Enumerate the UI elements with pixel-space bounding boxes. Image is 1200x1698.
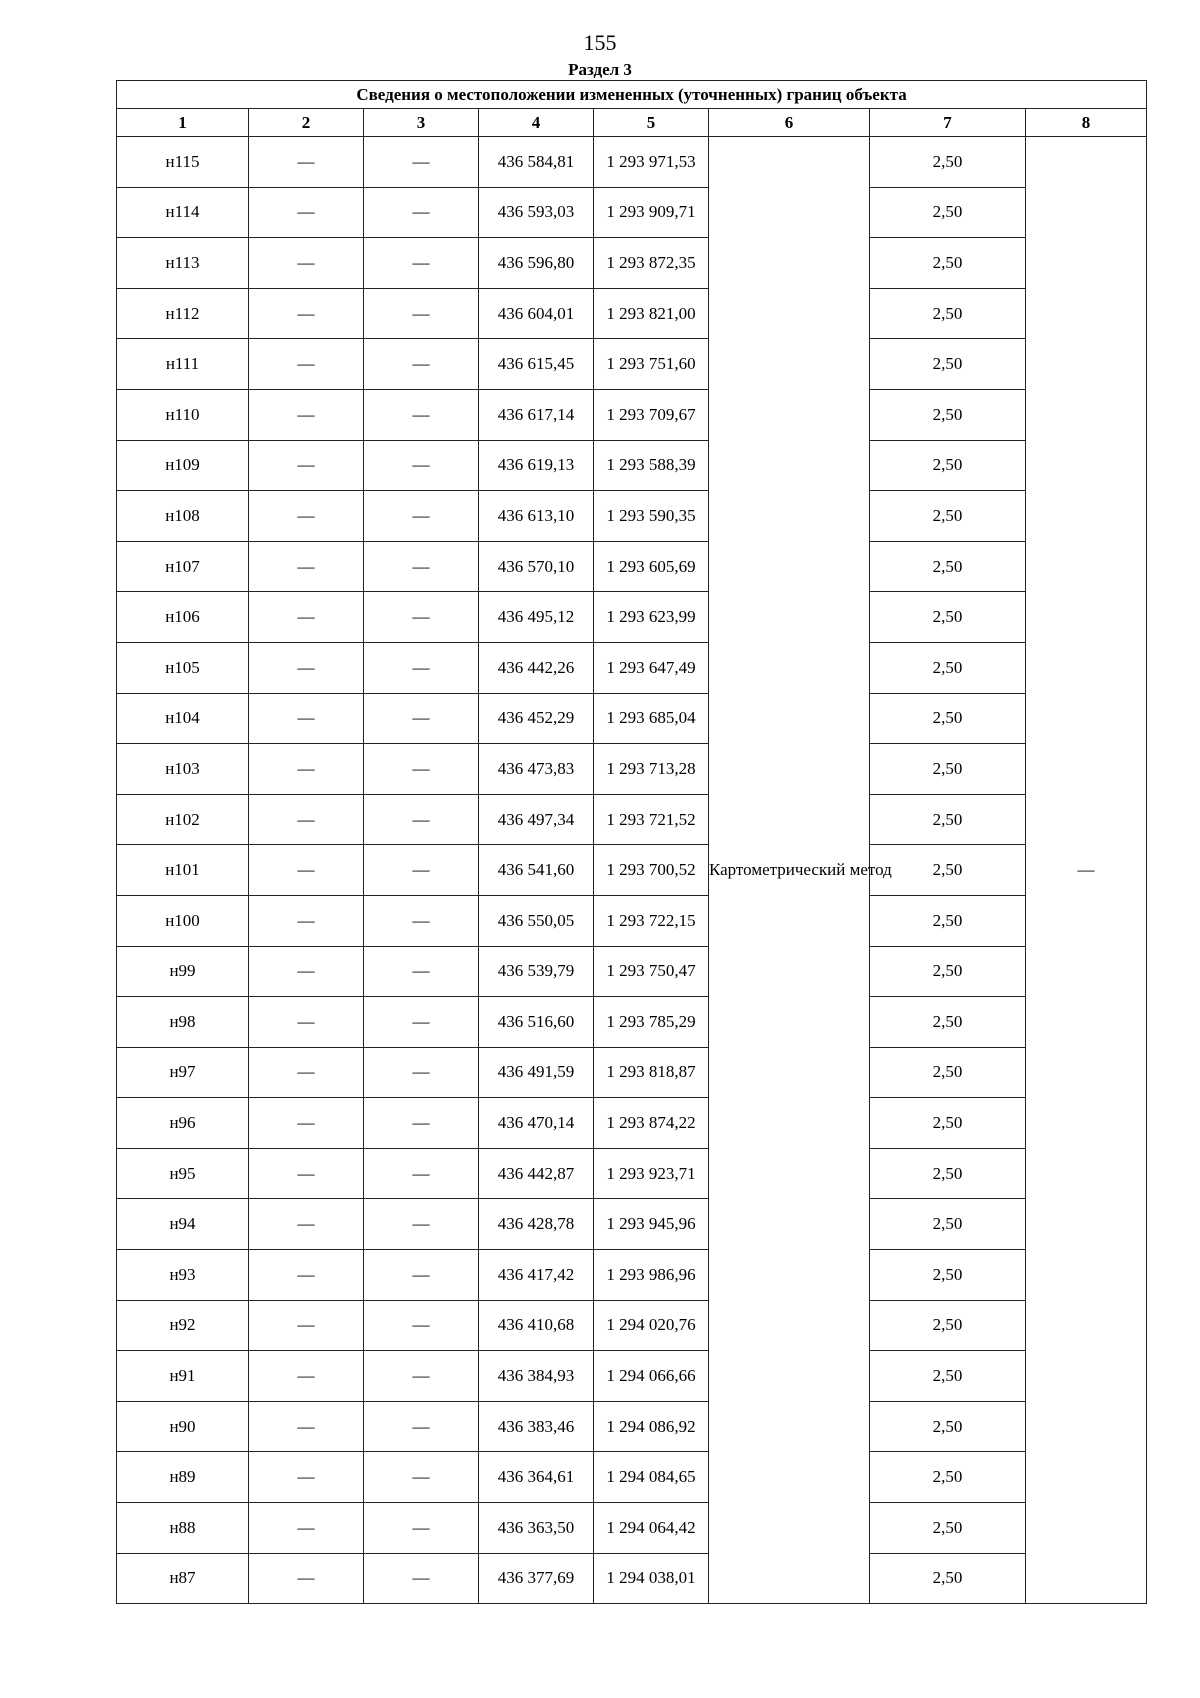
table-row	[117, 491, 1147, 542]
table-row	[117, 1503, 1147, 1554]
col2-cell: —	[249, 1452, 364, 1503]
accuracy-cell: 2,50	[870, 288, 1026, 339]
coordinate-y-cell: 1 293 623,99	[594, 592, 709, 643]
col2-cell: —	[249, 997, 364, 1048]
col3-cell: —	[364, 997, 479, 1048]
point-name-cell: н98	[117, 997, 249, 1048]
point-name-cell: н97	[117, 1047, 249, 1098]
point-name-cell: н109	[117, 440, 249, 491]
col3-cell: —	[364, 389, 479, 440]
coordinate-y-cell: 1 293 721,52	[594, 794, 709, 845]
coordinate-x-cell: 436 604,01	[479, 288, 594, 339]
column-number-4: 4	[479, 109, 594, 137]
coordinate-x-cell: 436 383,46	[479, 1401, 594, 1452]
point-name-cell: н110	[117, 389, 249, 440]
coordinate-x-cell: 436 593,03	[479, 187, 594, 238]
table-row	[117, 1452, 1147, 1503]
col2-cell: —	[249, 238, 364, 289]
coordinate-y-cell: 1 293 785,29	[594, 997, 709, 1048]
col2-cell: —	[249, 389, 364, 440]
col2-cell: —	[249, 845, 364, 896]
coordinate-x-cell: 436 541,60	[479, 845, 594, 896]
accuracy-cell: 2,50	[870, 1250, 1026, 1301]
coordinate-x-cell: 436 491,59	[479, 1047, 594, 1098]
coordinate-x-cell: 436 495,12	[479, 592, 594, 643]
col2-cell: —	[249, 1098, 364, 1149]
point-name-cell: н113	[117, 238, 249, 289]
col2-cell: —	[249, 339, 364, 390]
accuracy-cell: 2,50	[870, 137, 1026, 188]
column-number-3: 3	[364, 109, 479, 137]
coordinate-x-cell: 436 417,42	[479, 1250, 594, 1301]
section-title: Раздел 3	[568, 60, 632, 79]
table-row	[117, 1401, 1147, 1452]
col2-cell: —	[249, 1553, 364, 1604]
coordinate-x-cell: 436 615,45	[479, 339, 594, 390]
col3-cell: —	[364, 491, 479, 542]
accuracy-cell: 2,50	[870, 187, 1026, 238]
table-row	[117, 1199, 1147, 1250]
column-number-1: 1	[117, 109, 249, 137]
coordinate-y-cell: 1 293 821,00	[594, 288, 709, 339]
point-name-cell: н104	[117, 693, 249, 744]
col3-cell: —	[364, 187, 479, 238]
col3-cell: —	[364, 1300, 479, 1351]
coordinate-y-cell: 1 294 020,76	[594, 1300, 709, 1351]
table-row	[117, 1148, 1147, 1199]
table-row	[117, 895, 1147, 946]
coordinate-x-cell: 436 473,83	[479, 744, 594, 795]
table-row	[117, 1098, 1147, 1149]
accuracy-cell: 2,50	[870, 845, 1026, 896]
col2-cell: —	[249, 1503, 364, 1554]
column-number-8: 8	[1026, 109, 1147, 137]
accuracy-cell: 2,50	[870, 1300, 1026, 1351]
accuracy-cell: 2,50	[870, 1351, 1026, 1402]
coordinate-y-cell: 1 293 588,39	[594, 440, 709, 491]
coordinate-y-cell: 1 293 818,87	[594, 1047, 709, 1098]
col2-cell: —	[249, 1199, 364, 1250]
coordinate-y-cell: 1 293 923,71	[594, 1148, 709, 1199]
point-name-cell: н93	[117, 1250, 249, 1301]
table-row	[117, 137, 1147, 188]
accuracy-cell: 2,50	[870, 1401, 1026, 1452]
col3-cell: —	[364, 288, 479, 339]
coordinate-x-cell: 436 570,10	[479, 541, 594, 592]
col2-cell: —	[249, 744, 364, 795]
col3-cell: —	[364, 1351, 479, 1402]
point-name-cell: н102	[117, 794, 249, 845]
method-cell: Картометрический метод	[709, 137, 870, 1604]
coordinate-y-cell: 1 293 722,15	[594, 895, 709, 946]
table-row	[117, 1351, 1147, 1402]
coordinate-y-cell: 1 293 647,49	[594, 642, 709, 693]
table-row	[117, 845, 1147, 896]
col3-cell: —	[364, 1452, 479, 1503]
point-name-cell: н107	[117, 541, 249, 592]
point-name-cell: н101	[117, 845, 249, 896]
col2-cell: —	[249, 137, 364, 188]
point-name-cell: н91	[117, 1351, 249, 1402]
coordinate-x-cell: 436 617,14	[479, 389, 594, 440]
accuracy-cell: 2,50	[870, 339, 1026, 390]
table-row	[117, 1553, 1147, 1604]
col2-cell: —	[249, 1351, 364, 1402]
table-row	[117, 440, 1147, 491]
table-row	[117, 288, 1147, 339]
table-row	[117, 187, 1147, 238]
coordinate-y-cell: 1 293 874,22	[594, 1098, 709, 1149]
accuracy-cell: 2,50	[870, 1503, 1026, 1554]
col2-cell: —	[249, 693, 364, 744]
accuracy-cell: 2,50	[870, 389, 1026, 440]
column-number-5: 5	[594, 109, 709, 137]
accuracy-cell: 2,50	[870, 744, 1026, 795]
accuracy-cell: 2,50	[870, 1199, 1026, 1250]
col3-cell: —	[364, 895, 479, 946]
col3-cell: —	[364, 693, 479, 744]
col3-cell: —	[364, 592, 479, 643]
table-row	[117, 238, 1147, 289]
col2-cell: —	[249, 440, 364, 491]
col3-cell: —	[364, 1401, 479, 1452]
table-row	[117, 389, 1147, 440]
coordinate-y-cell: 1 293 945,96	[594, 1199, 709, 1250]
accuracy-cell: 2,50	[870, 1452, 1026, 1503]
point-name-cell: н115	[117, 137, 249, 188]
col3-cell: —	[364, 1199, 479, 1250]
page-number: 155	[583, 30, 617, 55]
coordinate-y-cell: 1 294 064,42	[594, 1503, 709, 1554]
col2-cell: —	[249, 1047, 364, 1098]
coordinate-x-cell: 436 377,69	[479, 1553, 594, 1604]
accuracy-cell: 2,50	[870, 541, 1026, 592]
coordinate-x-cell: 436 619,13	[479, 440, 594, 491]
point-name-cell: н95	[117, 1148, 249, 1199]
coordinate-y-cell: 1 293 713,28	[594, 744, 709, 795]
column-number-2: 2	[249, 109, 364, 137]
coordinate-x-cell: 436 428,78	[479, 1199, 594, 1250]
point-name-cell: н112	[117, 288, 249, 339]
point-name-cell: н106	[117, 592, 249, 643]
coordinate-x-cell: 436 613,10	[479, 491, 594, 542]
accuracy-cell: 2,50	[870, 491, 1026, 542]
col2-cell: —	[249, 187, 364, 238]
coordinate-y-cell: 1 293 590,35	[594, 491, 709, 542]
coordinate-y-cell: 1 293 685,04	[594, 693, 709, 744]
coordinate-y-cell: 1 293 909,71	[594, 187, 709, 238]
col3-cell: —	[364, 1098, 479, 1149]
point-name-cell: н105	[117, 642, 249, 693]
table-row	[117, 946, 1147, 997]
table-row	[117, 794, 1147, 845]
coordinate-x-cell: 436 384,93	[479, 1351, 594, 1402]
coordinate-x-cell: 436 584,81	[479, 137, 594, 188]
coordinate-x-cell: 436 364,61	[479, 1452, 594, 1503]
coordinate-x-cell: 436 539,79	[479, 946, 594, 997]
coordinate-y-cell: 1 293 750,47	[594, 946, 709, 997]
col3-cell: —	[364, 440, 479, 491]
accuracy-cell: 2,50	[870, 642, 1026, 693]
col2-cell: —	[249, 491, 364, 542]
coordinate-y-cell: 1 293 986,96	[594, 1250, 709, 1301]
table-row	[117, 1047, 1147, 1098]
accuracy-cell: 2,50	[870, 895, 1026, 946]
point-name-cell: н89	[117, 1452, 249, 1503]
accuracy-cell: 2,50	[870, 238, 1026, 289]
point-name-cell: н103	[117, 744, 249, 795]
accuracy-cell: 2,50	[870, 997, 1026, 1048]
coordinate-y-cell: 1 293 605,69	[594, 541, 709, 592]
coordinate-x-cell: 436 452,29	[479, 693, 594, 744]
col2-cell: —	[249, 895, 364, 946]
accuracy-cell: 2,50	[870, 946, 1026, 997]
point-name-cell: н96	[117, 1098, 249, 1149]
point-name-cell: н90	[117, 1401, 249, 1452]
accuracy-cell: 2,50	[870, 794, 1026, 845]
col3-cell: —	[364, 238, 479, 289]
column-number-7: 7	[870, 109, 1026, 137]
col2-cell: —	[249, 946, 364, 997]
coordinate-x-cell: 436 497,34	[479, 794, 594, 845]
col2-cell: —	[249, 1401, 364, 1452]
table-row	[117, 1300, 1147, 1351]
col3-cell: —	[364, 946, 479, 997]
table-caption: Сведения о местоположении измененных (уточненных) границ объекта	[117, 81, 1147, 109]
table-row	[117, 693, 1147, 744]
table-row	[117, 339, 1147, 390]
accuracy-cell: 2,50	[870, 1098, 1026, 1149]
col2-cell: —	[249, 642, 364, 693]
accuracy-cell: 2,50	[870, 693, 1026, 744]
coordinate-y-cell: 1 293 700,52	[594, 845, 709, 896]
accuracy-cell: 2,50	[870, 1148, 1026, 1199]
col3-cell: —	[364, 845, 479, 896]
point-name-cell: н100	[117, 895, 249, 946]
col3-cell: —	[364, 541, 479, 592]
col3-cell: —	[364, 137, 479, 188]
coordinate-x-cell: 436 442,26	[479, 642, 594, 693]
coordinate-y-cell: 1 294 038,01	[594, 1553, 709, 1604]
col3-cell: —	[364, 1503, 479, 1554]
coordinate-y-cell: 1 293 751,60	[594, 339, 709, 390]
table-row	[117, 642, 1147, 693]
accuracy-cell: 2,50	[870, 1553, 1026, 1604]
col3-cell: —	[364, 1047, 479, 1098]
coordinate-x-cell: 436 550,05	[479, 895, 594, 946]
point-name-cell: н108	[117, 491, 249, 542]
col2-cell: —	[249, 1300, 364, 1351]
table-row	[117, 997, 1147, 1048]
col3-cell: —	[364, 1250, 479, 1301]
coordinate-y-cell: 1 294 086,92	[594, 1401, 709, 1452]
col2-cell: —	[249, 541, 364, 592]
col2-cell: —	[249, 1250, 364, 1301]
coordinate-x-cell: 436 442,87	[479, 1148, 594, 1199]
point-name-cell: н99	[117, 946, 249, 997]
coordinate-x-cell: 436 410,68	[479, 1300, 594, 1351]
col3-cell: —	[364, 339, 479, 390]
coordinate-y-cell: 1 293 872,35	[594, 238, 709, 289]
coordinate-y-cell: 1 294 084,65	[594, 1452, 709, 1503]
col3-cell: —	[364, 1148, 479, 1199]
coordinate-y-cell: 1 294 066,66	[594, 1351, 709, 1402]
col2-cell: —	[249, 592, 364, 643]
point-name-cell: н92	[117, 1300, 249, 1351]
coordinate-y-cell: 1 293 709,67	[594, 389, 709, 440]
point-name-cell: н114	[117, 187, 249, 238]
table-row	[117, 1250, 1147, 1301]
coordinate-y-cell: 1 293 971,53	[594, 137, 709, 188]
coordinate-x-cell: 436 596,80	[479, 238, 594, 289]
table-row	[117, 541, 1147, 592]
table-row	[117, 592, 1147, 643]
col3-cell: —	[364, 744, 479, 795]
col2-cell: —	[249, 1148, 364, 1199]
col2-cell: —	[249, 794, 364, 845]
point-name-cell: н94	[117, 1199, 249, 1250]
coordinate-x-cell: 436 516,60	[479, 997, 594, 1048]
accuracy-cell: 2,50	[870, 592, 1026, 643]
point-name-cell: н87	[117, 1553, 249, 1604]
col2-cell: —	[249, 288, 364, 339]
col3-cell: —	[364, 1553, 479, 1604]
coordinate-x-cell: 436 470,14	[479, 1098, 594, 1149]
point-name-cell: н111	[117, 339, 249, 390]
accuracy-cell: 2,50	[870, 1047, 1026, 1098]
col8-cell: —	[1026, 137, 1147, 1604]
col3-cell: —	[364, 642, 479, 693]
col3-cell: —	[364, 794, 479, 845]
point-name-cell: н88	[117, 1503, 249, 1554]
column-number-6: 6	[709, 109, 870, 137]
table-row	[117, 744, 1147, 795]
accuracy-cell: 2,50	[870, 440, 1026, 491]
boundary-coordinates-table	[116, 80, 1147, 1604]
coordinate-x-cell: 436 363,50	[479, 1503, 594, 1554]
